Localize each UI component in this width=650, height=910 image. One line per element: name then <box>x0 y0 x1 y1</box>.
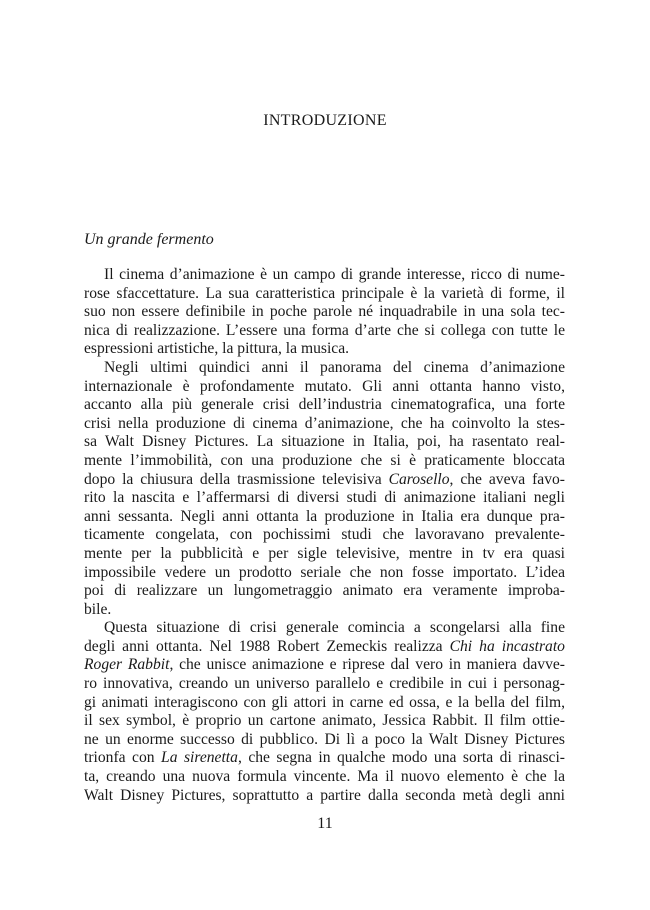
chapter-title: INTRODUZIONE <box>263 112 387 129</box>
text-segment: ne un enorme successo di pubblico. Di lì a poco la Walt Disney Pictures <box>84 730 565 748</box>
text-line <box>84 433 565 452</box>
text-line <box>84 415 565 434</box>
text-line <box>84 619 565 638</box>
text-segment: ticamente congelata, con pochissimi studi che lavoravano prevalente- <box>84 526 565 544</box>
text-segment: anni sessanta. Negli anni ottanta la produzione in Italia era dunque pra- <box>84 507 565 525</box>
text-segment: sa Walt Disney Pictures. La situazione in Italia, poi, ha rasentato real- <box>84 433 565 451</box>
text-line <box>84 731 565 750</box>
text-line <box>84 694 565 713</box>
text-segment: mente l’immobilità, con una produzione che si è praticamente bloccata <box>84 451 565 469</box>
text-line <box>84 638 565 657</box>
text-segment: gi animati interagiscono con gli attori in carne ed ossa, e la bella del film, <box>84 693 565 711</box>
text-segment: rose sfaccettature. La sua caratteristica principale è la varietà di forme, il <box>84 284 565 302</box>
text-line <box>84 787 565 806</box>
text-segment: poi di realizzare un lungometraggio animato era veramente improba- <box>84 582 565 600</box>
text-segment: mente per la pubblicità e per sigle televisive, mentre in tv era quasi <box>84 544 565 562</box>
text-segment: nica di realizzazione. L’essere una forma d’arte che si collega con tutte le <box>84 321 565 339</box>
text-line <box>84 545 565 564</box>
text-segment: accanto alla più generale crisi dell’industria cinematografica, una forte <box>84 396 565 414</box>
text-segment: Negli ultimi quindici anni il panorama del cinema d’animazione <box>104 358 565 376</box>
text-line <box>84 340 565 359</box>
text-line <box>84 285 565 304</box>
text-line <box>84 266 565 285</box>
text-segment: espressioni artistiche, la pittura, la musica. <box>84 340 350 358</box>
text-segment: , che aveva favo- <box>449 470 565 488</box>
text-line <box>84 675 565 694</box>
text-segment: Il cinema d’animazione è un campo di grande interesse, ricco di nume- <box>104 266 565 283</box>
text-segment: trionfa con <box>84 749 162 767</box>
text-line <box>84 768 565 787</box>
text-segment: Questa situazione di crisi generale comincia a scongelarsi alla fine <box>104 619 565 637</box>
text-line <box>84 396 565 415</box>
text-line <box>84 582 565 601</box>
text-segment: rito la nascita e l’affermarsi di diversi studi di animazione italiani negli <box>84 489 565 507</box>
section-heading: Un grande fermento <box>84 231 214 248</box>
italic-title: Chi ha incastrato <box>449 637 565 655</box>
text-segment: Walt Disney Pictures, soprattutto a partire dalla seconda metà degli anni <box>84 786 565 804</box>
text-line <box>84 508 565 527</box>
text-segment: internazionale è profondamente mutato. Gli anni ottanta hanno visto, <box>84 377 565 395</box>
text-line <box>84 526 565 545</box>
text-segment: dopo la chiusura della trasmissione televisiva <box>84 470 389 488</box>
italic-title: Roger Rabbit <box>84 656 170 674</box>
italic-title: La sirenetta <box>161 749 238 767</box>
text-segment: bile. <box>84 600 112 618</box>
text-line <box>84 749 565 768</box>
text-line <box>84 489 565 508</box>
text-line <box>84 471 565 490</box>
text-line <box>84 564 565 583</box>
text-segment: impossibile vedere un prodotto seriale che non fosse importato. L’idea <box>84 563 565 581</box>
text-line <box>84 322 565 341</box>
text-line <box>84 601 565 620</box>
text-line <box>84 656 565 675</box>
text-segment: ro innovativa, creando un universo parallelo e credibile in cui i personag- <box>84 675 565 693</box>
italic-title: Carosello <box>388 470 450 488</box>
text-line <box>84 712 565 731</box>
text-segment: degli anni ottanta. Nel 1988 Robert Zemeckis realizza <box>84 637 450 655</box>
text-line <box>84 303 565 322</box>
text-line <box>84 359 565 378</box>
body-text <box>84 266 565 805</box>
text-segment: il sex symbol, è proprio un cartone animato, Jessica Rabbit. Il film ottie- <box>84 712 565 730</box>
text-segment: suo non essere definibile in poche parole né inquadrabile in una sola tec- <box>84 303 565 321</box>
text-line <box>84 452 565 471</box>
text-segment: , che segna in qualche modo una sorta di rinasci- <box>237 749 565 767</box>
text-segment: , che unisce animazione e riprese dal vero in maniera davve- <box>169 656 565 674</box>
text-segment: ta, creando una nuova formula vincente. Ma il nuovo elemento è che la <box>84 768 565 786</box>
text-segment: crisi nella produzione di cinema d’animazione, che ha coinvolto la stes- <box>84 414 565 432</box>
text-line <box>84 378 565 397</box>
page-number: 11 <box>317 815 333 832</box>
